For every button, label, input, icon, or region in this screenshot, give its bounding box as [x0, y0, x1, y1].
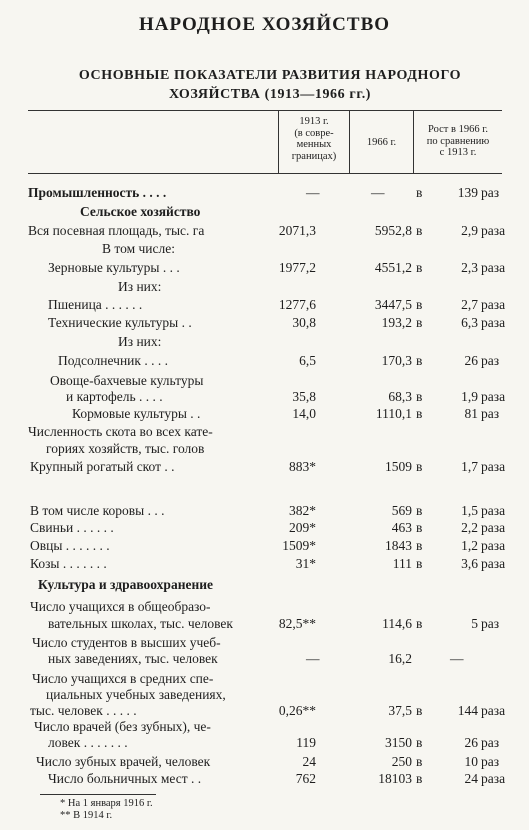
growth-value: 2,2 [461, 520, 478, 535]
row-label: вательных школах, тыс. человек [48, 616, 233, 631]
growth-value: 2,7 [461, 297, 478, 312]
header-line: (в совре- [294, 127, 334, 139]
growth-value: 2,9 [461, 223, 478, 238]
growth-prefix: в [416, 297, 423, 312]
table-row [0, 555, 529, 573]
value-1966: 4551,2 [374, 260, 412, 275]
growth-unit: раз [481, 616, 500, 631]
value-1966: 5952,8 [374, 223, 412, 238]
row-label: ловек . . . . . . . [48, 735, 128, 750]
table-row [0, 537, 529, 555]
header-col-1966: 1966 г. [366, 137, 397, 148]
row-label: Козы . . . . . . . [30, 556, 107, 571]
value-1966: 250 [391, 754, 412, 769]
growth-unit: раза [481, 260, 506, 275]
row-label: Число учащихся в средних спе- [32, 671, 214, 686]
growth-prefix: в [416, 315, 423, 330]
table-title-line: ХОЗЯЙСТВА (1913—1966 гг.) [168, 87, 372, 102]
table-row [0, 734, 529, 752]
growth-unit: раз [481, 754, 500, 769]
table-row [0, 259, 529, 277]
table-row [0, 576, 529, 594]
growth-value: — [450, 651, 464, 666]
value-1913: 30,8 [292, 315, 316, 330]
footnote-rule [40, 794, 156, 795]
table-row [0, 502, 529, 520]
table-row [0, 240, 529, 258]
header-line: по сравнению [426, 135, 490, 147]
growth-unit: раза [481, 703, 506, 718]
value-1913: 883* [289, 459, 316, 474]
row-label: Культура и здравоохранение [38, 577, 214, 592]
value-1966: 68,3 [388, 389, 412, 404]
growth-value: 1,7 [461, 459, 478, 474]
value-1966: 170,3 [381, 353, 412, 368]
growth-prefix: в [416, 503, 423, 518]
value-1966: 18103 [378, 771, 412, 786]
value-1966: 569 [391, 503, 412, 518]
value-1966: 463 [391, 520, 412, 535]
row-label: Число врачей (без зубных), че- [34, 719, 211, 734]
growth-value: 3,6 [461, 556, 478, 571]
row-label: Овцы . . . . . . . [30, 538, 110, 553]
growth-value: 139 [457, 185, 478, 200]
header-line: Рост в 1966 г. [428, 124, 488, 135]
row-label: Вся посевная площадь, тыс. га [28, 223, 205, 238]
growth-prefix: в [416, 185, 423, 200]
row-label: ных заведениях, тыс. человек [48, 651, 218, 666]
growth-prefix: в [416, 754, 423, 769]
value-1913: 2071,3 [278, 223, 316, 238]
value-1966: 37,5 [388, 703, 412, 718]
row-label: Численность скота во всех кате- [28, 424, 213, 439]
page-title: НАРОДНОЕ ХОЗЯЙСТВО [138, 14, 391, 35]
row-label: Технические культуры . . [48, 315, 192, 330]
growth-prefix: в [416, 556, 423, 571]
row-label: В том числе: [102, 241, 175, 256]
table-row [0, 458, 529, 476]
growth-prefix: в [416, 538, 423, 553]
growth-unit: раза [481, 556, 506, 571]
table-row [0, 598, 529, 616]
row-label: Число больничных мест . . [48, 771, 202, 786]
growth-prefix: в [416, 520, 423, 535]
value-1966: — [371, 185, 385, 200]
value-1913: 6,5 [299, 353, 316, 368]
growth-prefix: в [416, 735, 423, 750]
row-label: Из них: [118, 279, 162, 294]
table-row [0, 423, 529, 441]
value-1966: 3150 [385, 735, 412, 750]
growth-unit: раза [481, 389, 506, 404]
row-label: и картофель . . . . [66, 389, 163, 404]
value-1913: 31* [295, 556, 316, 571]
header-rule-top [28, 110, 502, 111]
row-label: Из них: [118, 334, 162, 349]
growth-prefix: в [416, 406, 423, 421]
row-label: циальных учебных заведениях, [46, 687, 226, 702]
growth-prefix: в [416, 223, 423, 238]
header-line: 1913 г. [299, 116, 329, 127]
value-1966: 1843 [385, 538, 412, 553]
value-1966: 3447,5 [374, 297, 412, 312]
growth-value: 10 [464, 754, 478, 769]
growth-unit: раз [481, 735, 500, 750]
header-col-1913 [279, 116, 349, 162]
row-label: гориях хозяйств, тыс. голов [46, 441, 205, 456]
growth-value: 1,5 [461, 503, 478, 518]
growth-unit: раз [481, 353, 500, 368]
header-line: менных [296, 139, 332, 150]
growth-unit: раза [481, 520, 506, 535]
growth-value: 26 [464, 735, 478, 750]
growth-value: 2,3 [461, 260, 478, 275]
row-label: В том числе коровы . . . [30, 503, 165, 518]
value-1913: — [306, 651, 320, 666]
value-1913: 1277,6 [278, 297, 316, 312]
growth-unit: раза [481, 315, 506, 330]
header-line: с 1913 г. [439, 147, 477, 158]
value-1913: — [306, 185, 320, 200]
growth-prefix: в [416, 771, 423, 786]
row-label: Крупный рогатый скот . . [30, 459, 175, 474]
growth-value: 144 [457, 703, 478, 718]
table-row [0, 440, 529, 458]
growth-prefix: в [416, 616, 423, 631]
footnote: ** В 1914 г. [60, 810, 113, 821]
row-label: Кормовые культуры . . [72, 406, 201, 421]
growth-value: 81 [464, 406, 478, 421]
value-1966: 1509 [385, 459, 412, 474]
value-1913: 0,26** [278, 703, 316, 718]
value-1966: 114,6 [382, 616, 412, 631]
header-rule-bottom [28, 173, 502, 174]
table-row [0, 388, 529, 406]
row-label: Число зубных врачей, человек [36, 754, 211, 769]
value-1966: 193,2 [381, 315, 412, 330]
growth-prefix: в [416, 389, 423, 404]
table-row [0, 650, 529, 668]
growth-unit: раз [481, 185, 500, 200]
table-title-line: ОСНОВНЫЕ ПОКАЗАТЕЛИ РАЗВИТИЯ НАРОДНОГО [78, 68, 462, 83]
row-label: Число студентов в высших учеб- [32, 635, 221, 650]
table-row [0, 333, 529, 351]
growth-prefix: в [416, 353, 423, 368]
row-label: Пшеница . . . . . . [48, 297, 143, 312]
growth-prefix: в [416, 459, 423, 474]
row-label: Подсолнечник . . . . [58, 353, 168, 368]
row-label: Свиньи . . . . . . [30, 520, 114, 535]
value-1913: 1977,2 [278, 260, 316, 275]
growth-value: 26 [464, 353, 478, 368]
table-row [0, 222, 529, 240]
table-row [0, 405, 529, 423]
header-line: границах) [291, 150, 337, 162]
row-label: Зерновые культуры . . . [48, 260, 180, 275]
growth-unit: раза [481, 538, 506, 553]
value-1913: 24 [302, 754, 316, 769]
row-label: Сельское хозяйство [80, 204, 201, 219]
table-row [0, 314, 529, 332]
growth-unit: раза [481, 771, 506, 786]
value-1913: 382* [289, 503, 316, 518]
growth-unit: раза [481, 503, 506, 518]
value-1913: 209* [289, 520, 316, 535]
growth-prefix: в [416, 703, 423, 718]
value-1913: 14,0 [292, 406, 316, 421]
growth-value: 1,2 [461, 538, 478, 553]
growth-unit: раза [481, 459, 506, 474]
row-label: Число учащихся в общеобразо- [30, 599, 211, 614]
value-1913: 762 [295, 771, 316, 786]
row-label: Овоще-бахчевые культуры [50, 373, 204, 388]
table-row [0, 753, 529, 771]
value-1913: 1509* [282, 538, 316, 553]
value-1913: 119 [296, 735, 316, 750]
row-label: тыс. человек . . . . . [30, 703, 137, 718]
table-row [0, 770, 529, 788]
table-row [0, 519, 529, 537]
footnote: * На 1 января 1916 г. [60, 798, 153, 809]
growth-value: 1,9 [461, 389, 478, 404]
value-1966: 111 [392, 556, 412, 571]
table-row [0, 203, 529, 221]
value-1913: 82,5** [278, 616, 316, 631]
growth-value: 5 [471, 616, 478, 631]
table-row [0, 296, 529, 314]
growth-unit: раза [481, 297, 506, 312]
table-row [0, 184, 529, 202]
table-row [0, 278, 529, 296]
header-col-growth [414, 124, 502, 159]
row-label: Промышленность . . . . [28, 185, 167, 200]
growth-value: 6,3 [461, 315, 478, 330]
table-row [0, 352, 529, 370]
growth-unit: раза [481, 223, 506, 238]
growth-prefix: в [416, 260, 423, 275]
value-1966: 16,2 [388, 651, 412, 666]
value-1966: 1110,1 [375, 406, 412, 421]
table-row [0, 615, 529, 633]
growth-unit: раз [481, 406, 500, 421]
table-title [40, 66, 500, 104]
growth-value: 24 [464, 771, 478, 786]
value-1913: 35,8 [292, 389, 316, 404]
